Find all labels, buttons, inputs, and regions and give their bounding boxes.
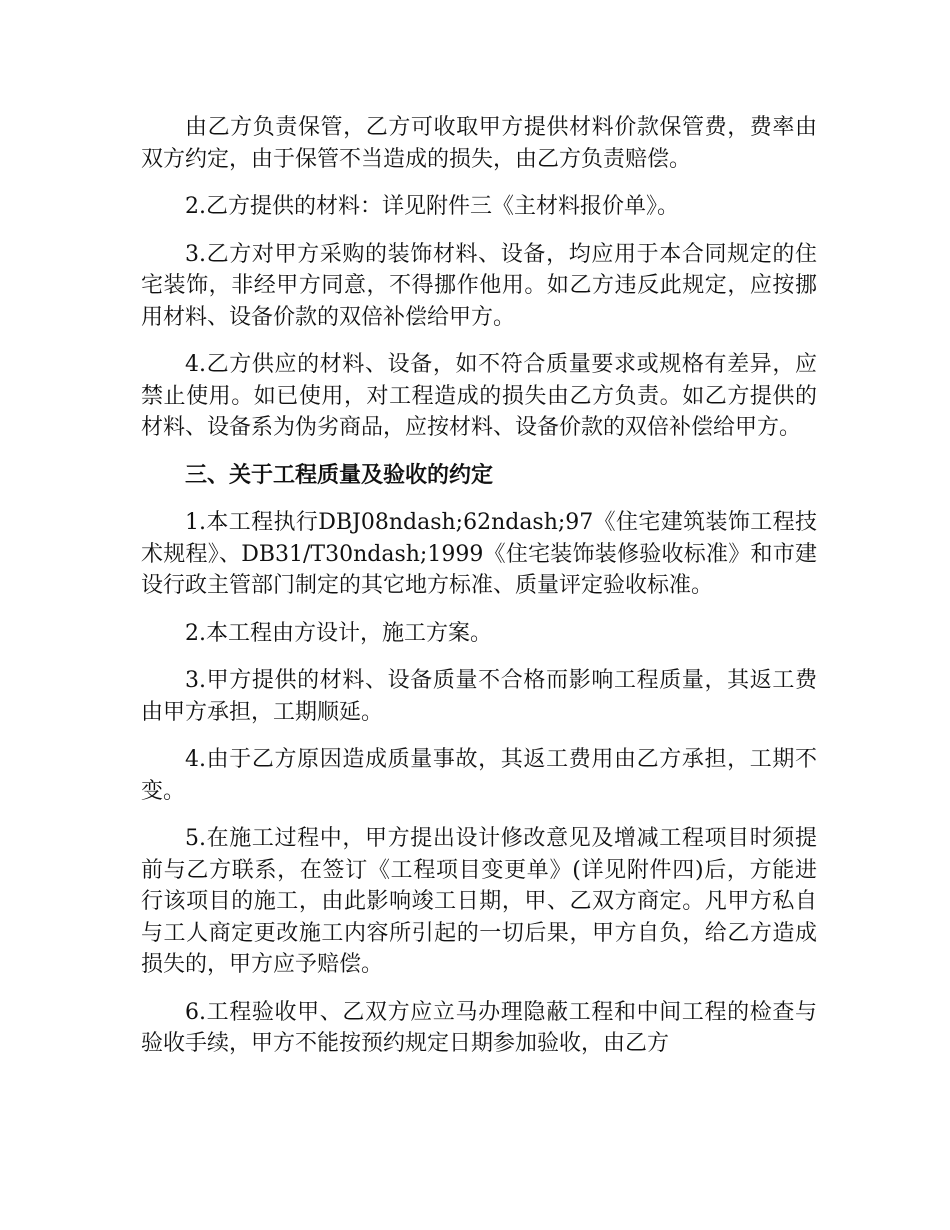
paragraph-material-quality: 4.乙方供应的材料、设备，如不符合质量要求或规格有差异，应禁止使用。如已使用，对工程造成的损失由乙方负责。如乙方提供的材料、设备系为伪劣商品，应按材料、设备价款的双倍补偿给甲方。: [141, 352, 817, 440]
paragraph-design-changes: 5.在施工过程中，甲方提出设计修改意见及增减工程项目时须提前与乙方联系，在签订《工程项目变更单》(详见附件四)后，方能进行该项目的施工，由此影响竣工日期，甲、乙双方商定。凡甲方私自与工人商定更改施工内容所引起的一切后果，甲方自负，给乙方造成损失的，甲方应予赔偿。: [141, 826, 817, 977]
paragraph-client-materials: 3.甲方提供的材料、设备质量不合格而影响工程质量，其返工费由甲方承担，工期顺延。: [141, 668, 817, 725]
paragraph-material-supply: 2.乙方提供的材料：详见附件三《主材料报价单》。: [185, 194, 679, 219]
paragraph-standards: 1.本工程执行DBJ08ndash;62ndash;97《住宅建筑装饰工程技术规程》、DB31/T30ndash;1999《住宅装饰装修验收标准》和市建设行政主管部门制定的其它地方标准、质量评定验收标准。: [141, 510, 817, 598]
paragraph-quality-accident: 4.由于乙方原因造成质量事故，其返工费用由乙方承担，工期不变。: [141, 747, 817, 804]
paragraph-material-use: 3.乙方对甲方采购的装饰材料、设备，均应用于本合同规定的住宅装饰，非经甲方同意，不得挪作他用。如乙方违反此规定，应按挪用材料、设备价款的双倍补偿给甲方。: [141, 241, 817, 330]
paragraph-acceptance: 6.工程验收甲、乙双方应立马办理隐蔽工程和中间工程的检查与验收手续，甲方不能按预约规定日期参加验收，由乙方: [141, 999, 817, 1056]
document-body: [141, 112, 817, 1076]
paragraph-storage-fee: 由乙方负责保管，乙方可收取甲方提供材料价款保管费，费率由双方约定，由于保管不当造成的损失，由乙方负责赔偿。: [141, 115, 817, 172]
paragraph-design: 2.本工程由方设计，施工方案。: [185, 620, 492, 646]
section-heading: 三、关于工程质量及验收的约定: [185, 462, 494, 488]
